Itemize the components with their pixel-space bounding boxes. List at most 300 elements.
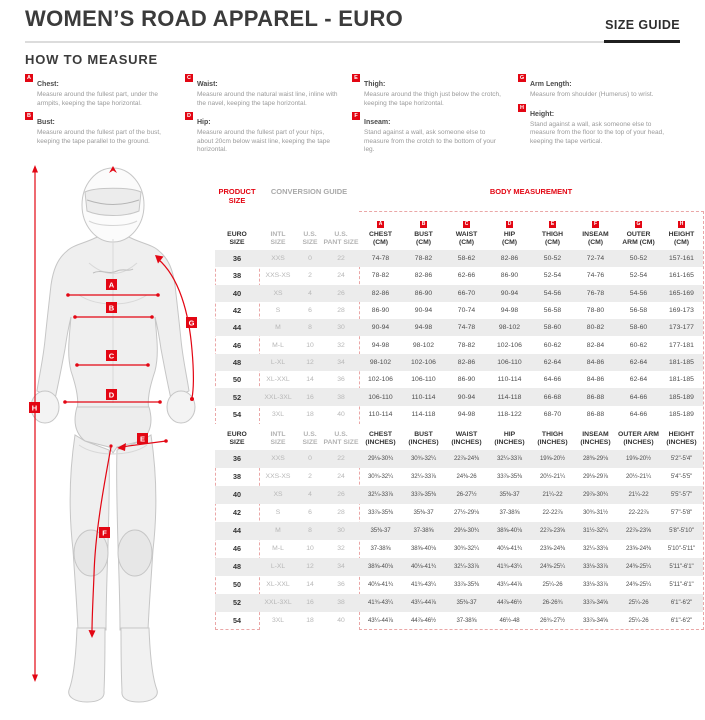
conversion-cell: 30	[337, 527, 345, 535]
marker-badge-g	[186, 317, 197, 328]
euro-size-cell: 46	[232, 340, 242, 350]
conversion-cell: XS	[273, 491, 283, 499]
measurement-cell: 165-169	[669, 289, 694, 297]
header-line: HIP	[503, 431, 516, 439]
measurement-cell: 21¼-22	[542, 491, 563, 499]
measure-text: Measure around the natural waist line, inline with the navel, keeping the tape horizontal.	[197, 91, 338, 107]
measure-letter-badge: E	[550, 221, 555, 228]
measurement-cell: 94-98	[371, 341, 390, 349]
header-line: U.S.	[303, 231, 317, 239]
header-line: SIZE	[302, 439, 318, 447]
conversion-cell: M	[275, 527, 281, 535]
measurement-cell: 58-60	[543, 324, 562, 332]
euro-size-cell: 54	[232, 409, 242, 419]
measurement-cell: 161-165	[669, 272, 694, 280]
table-row	[215, 267, 703, 284]
header-row-cm	[215, 212, 703, 250]
header-line: EURO	[227, 431, 247, 439]
measurement-cell: 60-62	[543, 341, 562, 349]
measurement-cell: 110-114	[411, 393, 436, 401]
measure-label: Height:	[530, 110, 555, 118]
marker-badge-d	[106, 389, 117, 400]
conversion-cell: M-L	[272, 341, 284, 349]
measurement-cell: 64-66	[629, 393, 648, 401]
measurement-cell: 5'10"-5'11"	[667, 545, 696, 553]
conversion-cell: 38	[337, 393, 345, 401]
conversion-cell: 0	[308, 455, 312, 463]
measurement-cell: 33⅞-35⅜	[453, 581, 480, 589]
measurement-cell: 35⅜-37	[456, 599, 477, 607]
col-header	[617, 221, 660, 250]
measurement-cell: 90-94	[371, 324, 390, 332]
col-header	[259, 231, 297, 250]
col-header	[215, 431, 259, 450]
measurement-cell: 29⅛-29⅞	[582, 473, 609, 481]
measurement-cell: 54-56	[543, 289, 562, 297]
conversion-cell: 38	[337, 599, 345, 607]
measure-label: Chest:	[37, 81, 59, 88]
measurement-cell: 22⅞-24⅜	[453, 455, 480, 463]
measurement-cell: 86-88	[586, 410, 605, 418]
table-row	[215, 468, 703, 486]
measurement-cell: 86-90	[457, 376, 476, 384]
table-row	[215, 336, 703, 353]
letter-badge-a: A	[25, 74, 33, 82]
measurement-cell: 82-86	[457, 358, 476, 366]
measurement-cell: 157-161	[669, 255, 694, 263]
col-header	[297, 431, 323, 450]
measurement-cell: 29⅞-30¾	[582, 491, 609, 499]
measure-text: Stand against a wall, ask someone else to measure from the floor to the top of your head, keeping the tape vertical.	[530, 120, 665, 145]
euro-size-cell: 44	[233, 526, 241, 536]
measurement-cell: 28⅜-29⅛	[582, 455, 609, 463]
measurement-cell: 22-22⅞	[628, 509, 649, 517]
measure-letter-badge: A	[378, 221, 383, 228]
letter-badge-h: H	[518, 104, 526, 112]
measurement-cell: 102-106	[497, 341, 522, 349]
measure-letter-badge: D	[507, 221, 512, 228]
measurement-cell: 62-64	[543, 358, 562, 366]
measurement-cell: 5'11"-6'1"	[669, 581, 694, 589]
header-line: INSEAM	[582, 231, 609, 239]
marker-badge-a	[106, 279, 117, 290]
measure-text: Measure from shoulder (Humerus) to wrist.	[530, 91, 654, 98]
measurement-cell: 24⅜-25¼	[625, 563, 652, 571]
page-title: WOMEN’S ROAD APPAREL - EURO	[25, 6, 404, 31]
measurement-cell: 74-76	[586, 272, 605, 280]
measurement-cell: 177-181	[669, 341, 694, 349]
conversion-cell: XL-XXL	[266, 376, 290, 384]
measurement-cell: 82-86	[500, 255, 519, 263]
measurement-cell: 90-94	[500, 289, 519, 297]
header-line: (CM)	[458, 239, 475, 247]
measurement-cell: 25¼-26	[628, 617, 649, 625]
conversion-cell: 2	[308, 272, 312, 280]
measurement-cell: 35⅜-37	[499, 491, 520, 499]
table-row	[215, 285, 703, 302]
measurement-cell: 32¼-33⅞	[453, 563, 480, 571]
measurement-cell: 40⅛-41¾	[367, 581, 394, 589]
measurement-cell: 43¼-44⅞	[410, 599, 437, 607]
conversion-cell: 14	[306, 581, 314, 589]
col-header	[359, 431, 402, 450]
table-row	[215, 486, 703, 504]
conversion-cell: 22	[337, 455, 345, 463]
measurement-cell: 26¾-27½	[539, 617, 566, 625]
measurement-cell: 56-58	[629, 307, 648, 315]
header-line: (INCHES)	[666, 439, 697, 447]
measurement-cell: 80-82	[586, 324, 605, 332]
euro-size-cell: 44	[232, 323, 242, 333]
table-row	[215, 371, 703, 388]
conversion-cell: L-XL	[270, 563, 286, 571]
measurement-cell: 82-84	[586, 341, 605, 349]
measure-label: Inseam:	[364, 119, 391, 127]
product-size-label: PRODUCT SIZE	[218, 187, 256, 205]
euro-size-cell: 46	[233, 544, 241, 554]
measurement-cell: 33⅛-33⅞	[582, 563, 609, 571]
measurement-cell: 66-68	[543, 393, 562, 401]
measurement-cell: 74-78	[457, 324, 476, 332]
conversion-cell: 34	[337, 358, 345, 366]
marker-badge-e	[137, 433, 148, 444]
conversion-cell: 0	[308, 255, 312, 263]
measurement-cell: 64-66	[543, 376, 562, 384]
how-to-measure-heading: HOW TO MEASURE	[25, 52, 159, 67]
conversion-cell: XS	[273, 289, 283, 297]
measurement-cell: 106-110	[411, 376, 436, 384]
conversion-cell: 32	[337, 545, 345, 553]
measurement-cell: 106-110	[497, 358, 522, 366]
measurement-cell: 32¼-33⅞	[367, 491, 394, 499]
measurement-cell: 94-98	[414, 324, 433, 332]
measurement-cell: 37-38⅝	[456, 617, 477, 625]
measurement-cell: 78-80	[586, 307, 605, 315]
measurement-cell: 84-86	[586, 358, 605, 366]
measure-column	[352, 73, 518, 158]
measure-letter-badge: B	[421, 221, 426, 228]
header-line: HIP	[503, 231, 516, 239]
measurement-cell: 181-185	[669, 358, 694, 366]
measurement-cell: 86-90	[371, 307, 390, 315]
measurement-cell: 82-86	[371, 289, 390, 297]
col-header	[660, 431, 703, 450]
euro-size-cell: 50	[233, 580, 241, 590]
marker-badge-f	[99, 527, 110, 538]
measure-text: Stand against a wall, ask someone else to measure from the crotch to the bottom of your leg.	[364, 129, 496, 154]
conversion-cell: XXL-3XL	[264, 393, 292, 401]
col-header	[488, 221, 531, 250]
header-line: U.S.	[334, 431, 348, 439]
measurement-cell: 98-102	[369, 358, 392, 366]
measurement-cell: 58-62	[457, 255, 476, 263]
header-line: THIGH	[541, 231, 564, 239]
measurement-cell: 62-64	[629, 358, 648, 366]
measurement-cell: 94-98	[500, 307, 519, 315]
measurement-cell: 35⅜-37	[370, 527, 391, 535]
measurement-cell: 41¾-43¼	[410, 581, 437, 589]
conversion-cell: 16	[306, 393, 314, 401]
measure-item-waist	[185, 73, 352, 108]
size-table-grid	[215, 212, 703, 630]
measurement-cell: 78-82	[371, 272, 390, 280]
header-line: (INCHES)	[537, 439, 568, 447]
letter-badge-e: E	[352, 74, 360, 82]
measurement-cell: 38⅝-40⅛	[410, 545, 437, 553]
measurement-cell: 86-90	[500, 272, 519, 280]
measure-label: Arm Length:	[530, 81, 572, 88]
header-row-in	[215, 424, 703, 450]
measure-item-height	[518, 103, 680, 147]
euro-size-cell: 54	[233, 616, 241, 626]
euro-size-cell: 42	[233, 508, 241, 518]
header-line: (CM)	[372, 239, 389, 247]
measurement-cell: 44⅞-46½	[410, 617, 437, 625]
col-header	[402, 431, 445, 450]
marker-badge-b	[106, 302, 117, 313]
measurement-cell: 33⅛-33⅞	[582, 581, 609, 589]
conversion-cell: 12	[306, 563, 314, 571]
header-line: THIGH	[541, 431, 564, 439]
measure-item-inseam	[352, 111, 518, 155]
conversion-cell: 40	[337, 410, 345, 418]
conversion-cell: 18	[306, 617, 314, 625]
measurement-cell: 82-86	[414, 272, 433, 280]
conversion-cell: 28	[337, 509, 345, 517]
header-line: PANT SIZE	[323, 439, 359, 447]
measurement-cell: 37-38⅝	[370, 545, 391, 553]
measurement-cell: 50-52	[629, 255, 648, 263]
conversion-cell: XXS	[271, 255, 285, 263]
measurement-cell: 5'5"-5'7"	[670, 491, 693, 499]
measurement-cell: 35⅜-37	[413, 509, 434, 517]
measure-letter-badge: C	[464, 221, 469, 228]
conversion-cell: 36	[337, 581, 345, 589]
header-line: (CM)	[587, 239, 604, 247]
measurement-cell: 30¾-31½	[582, 509, 609, 517]
header-line: WAIST	[455, 231, 478, 239]
measurement-cell: 20½-21¼	[625, 473, 652, 481]
table-row	[215, 450, 703, 468]
measurement-cell: 54-56	[629, 289, 648, 297]
measurement-cell: 27½-29⅛	[453, 509, 480, 517]
header-line: (INCHES)	[580, 439, 611, 447]
measurement-cell: 173-177	[669, 324, 694, 332]
measurement-cell: 78-82	[414, 255, 433, 263]
header-line: (INCHES)	[451, 439, 482, 447]
header-line: (CM)	[544, 239, 561, 247]
measurement-cell: 181-185	[669, 376, 694, 384]
measurement-cell: 66-70	[457, 289, 476, 297]
measurement-cell: 38⅝-40⅛	[367, 563, 394, 571]
table-row	[215, 319, 703, 336]
conversion-cell: 6	[308, 509, 312, 517]
header-line: INTL	[270, 431, 286, 439]
measurement-cell: 41¾-43¼	[367, 599, 394, 607]
header-line: CHEST	[368, 231, 393, 239]
measurement-cell: 94-98	[457, 410, 476, 418]
header-line: WAIST	[455, 431, 478, 439]
measurement-cell: 19⅝-20½	[539, 455, 566, 463]
conversion-cell: 8	[308, 324, 312, 332]
col-header	[531, 221, 574, 250]
measurement-cell: 33⅞-34⅝	[582, 617, 609, 625]
measurement-cell: 114-118	[497, 393, 522, 401]
measurement-cell: 76-78	[586, 289, 605, 297]
measurement-cell: 24⅜-25¼	[539, 563, 566, 571]
header-line: SIZE	[270, 439, 286, 447]
euro-size-cell: 52	[232, 392, 242, 402]
col-header	[445, 431, 488, 450]
measurement-cell: 64-66	[629, 410, 648, 418]
measure-text: Measure around the thigh just below the crotch, keeping the tape horizontal.	[364, 91, 501, 107]
size-guide-tab[interactable]: SIZE GUIDE	[605, 18, 680, 32]
header-line: (INCHES)	[494, 439, 525, 447]
euro-size-cell: 38	[232, 271, 242, 281]
conversion-cell: L-XL	[270, 358, 286, 366]
measurement-cell: 110-114	[368, 410, 393, 418]
header-line: INTL	[270, 231, 286, 239]
measurement-cell: 30¾-32¼	[453, 545, 480, 553]
conversion-cell: 24	[337, 473, 345, 481]
measure-label: Hip:	[197, 119, 211, 127]
conversion-cell: 30	[337, 324, 345, 332]
svg-text:H: H	[31, 403, 38, 413]
euro-size-cell: 38	[233, 472, 241, 482]
measurement-cell: 62-64	[629, 376, 648, 384]
table-row	[215, 406, 703, 423]
measurement-cell: 29⅛-30¾	[453, 527, 480, 535]
col-header	[359, 221, 402, 250]
header-line: ARM (CM)	[622, 239, 655, 247]
measurement-cell: 60-62	[629, 341, 648, 349]
measurement-cell: 169-173	[669, 307, 694, 315]
table-row	[215, 250, 703, 267]
table-row	[215, 522, 703, 540]
euro-size-cell: 36	[232, 254, 242, 264]
measure-item-chest	[25, 73, 185, 108]
conversion-cell: 26	[337, 289, 345, 297]
measurement-cell: 46½-48	[499, 617, 520, 625]
conversion-cell: XXL-3XL	[264, 599, 292, 607]
measure-text: Measure around the fullest part of your hips, about 20cm below waist line, keeping the tape horizontal.	[197, 129, 330, 154]
measurement-cell: 25¼-26	[628, 599, 649, 607]
measure-item-arm-length	[518, 73, 680, 100]
measurement-cell: 32¼-33⅞	[496, 455, 523, 463]
body-measurement-label: BODY MEASUREMENT	[489, 187, 573, 196]
header-line: U.S.	[334, 231, 348, 239]
table-row	[215, 302, 703, 319]
measurement-cell: 30¾-32¼	[367, 473, 394, 481]
header-line: SIZE	[229, 239, 245, 247]
measurement-cell: 33⅞-35⅜	[410, 491, 437, 499]
measure-letter-badge: F	[593, 221, 598, 228]
conversion-cell: 12	[306, 358, 314, 366]
measurement-cell: 23⅝-24⅜	[539, 545, 566, 553]
measurement-cell: 56-58	[543, 307, 562, 315]
size-guide-underline	[604, 40, 680, 43]
col-header	[297, 231, 323, 250]
table-row	[215, 594, 703, 612]
measurement-cell: 102-106	[411, 358, 436, 366]
letter-badge-d: D	[185, 112, 193, 120]
conversion-cell: 3XL	[271, 617, 285, 625]
knee-pad-right	[118, 530, 152, 576]
measurement-cell: 26-26¾	[542, 599, 563, 607]
letter-badge-c: C	[185, 74, 193, 82]
measurement-cell: 52-54	[543, 272, 562, 280]
measurement-cell: 31½-32¼	[582, 527, 609, 535]
conversion-cell: 24	[337, 272, 345, 280]
conversion-cell: 8	[308, 527, 312, 535]
header-line: SIZE	[302, 239, 318, 247]
table-row	[215, 558, 703, 576]
conversion-cell: XXS-XS	[265, 473, 291, 481]
col-header	[402, 221, 445, 250]
measure-label: Thigh:	[364, 81, 386, 88]
header-line: (INCHES)	[365, 439, 396, 447]
marker-badge-c	[106, 350, 117, 361]
conversion-cell: 10	[306, 545, 314, 553]
header-line: OUTER ARM	[618, 431, 659, 439]
euro-size-cell: 42	[232, 306, 242, 316]
measurement-cell: 43¼-44⅞	[367, 617, 394, 625]
measurement-cell: 32¼-33⅞	[410, 473, 437, 481]
header-line: PANT SIZE	[323, 239, 359, 247]
conversion-cell: 36	[337, 376, 345, 384]
conversion-cell: S	[275, 509, 281, 517]
measure-label: Bust:	[37, 119, 55, 127]
measurement-cell: 72-74	[586, 255, 605, 263]
measurement-cell: 20½-21¼	[539, 473, 566, 481]
conversion-cell: XXS-XS	[265, 272, 291, 280]
measurement-cell: 32¼-33⅛	[582, 545, 609, 553]
measure-label: Waist:	[197, 81, 218, 88]
measurement-cell: 24⅜-25¼	[625, 581, 652, 589]
svg-text:E: E	[139, 434, 146, 444]
conversion-cell: S	[275, 307, 281, 315]
header-line: (CM)	[501, 239, 518, 247]
measurement-cell: 22-22⅞	[542, 509, 563, 517]
measurement-line-h	[32, 165, 38, 682]
header-line: EURO	[227, 231, 247, 239]
header-line: (INCHES)	[623, 439, 654, 447]
svg-text:A: A	[108, 280, 115, 290]
header-line: (CM)	[415, 239, 432, 247]
col-header	[445, 221, 488, 250]
letter-badge-b: B	[25, 112, 33, 120]
measurement-cell: 33⅞-34⅝	[582, 599, 609, 607]
conversion-cell: M-L	[272, 545, 284, 553]
measurement-cell: 185-189	[669, 393, 694, 401]
euro-size-cell: 36	[233, 454, 241, 464]
table-row	[215, 540, 703, 558]
measurement-cell: 44⅞-46½	[496, 599, 523, 607]
header-line: CHEST	[368, 431, 393, 439]
conversion-cell: 4	[308, 491, 312, 499]
measurement-cell: 5'8"-5'10"	[669, 527, 694, 535]
euro-size-cell: 48	[232, 357, 242, 367]
measure-item-thigh	[352, 73, 518, 108]
conversion-cell: 14	[306, 376, 314, 384]
measurement-cell: 50-52	[543, 255, 562, 263]
measurement-cell: 29⅛-30¾	[367, 455, 394, 463]
svg-text:F: F	[102, 528, 107, 538]
measurement-cell: 26-27½	[456, 491, 477, 499]
euro-size-cell: 48	[233, 562, 241, 572]
header-line: U.S.	[303, 431, 317, 439]
table-row	[215, 612, 703, 630]
